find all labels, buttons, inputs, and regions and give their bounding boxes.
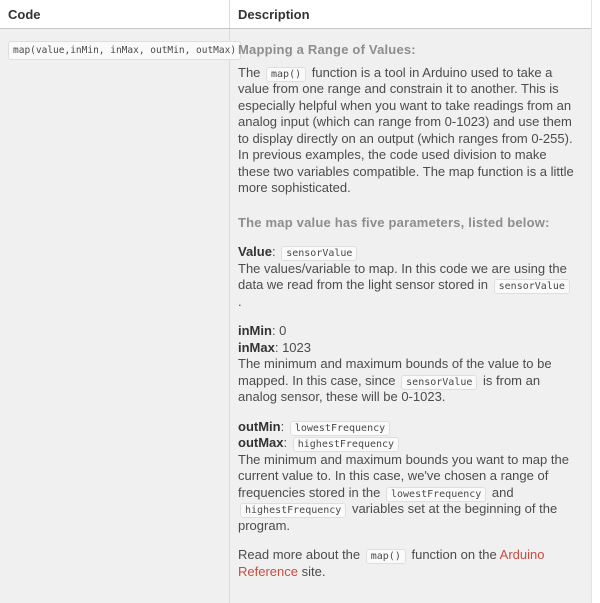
code-snippet: map(value,inMin, inMax, outMin, outMax) — [8, 41, 241, 60]
parameter-label: Value — [238, 244, 272, 259]
code-cell — [0, 29, 237, 603]
inline-code: sensorValue — [401, 375, 477, 390]
description-paragraph: Value: sensorValue The values/variable to map. In this code we are using the data we read from the light sensor stored in sensorValue . — [238, 244, 577, 310]
description-paragraph: outMin: lowestFrequency outMax: highestFrequency The minimum and maximum bounds you want to map the current value to. In this case, we've chosen a range of frequencies stored in the lowestFrequency and highestFrequency variables set at the beginning of the program. — [238, 418, 569, 533]
table-body-row — [0, 29, 591, 603]
description-paragraph: Read more about the map() function on the Arduino Reference site. — [238, 547, 545, 579]
description-paragraph: inMin: 0 inMax: 1023 The minimum and maximum bounds of the value to be mapped. In this case, since sensorValue is from an analog sensor, these will be 0-1023. — [238, 323, 552, 404]
inline-code: sensorValue — [494, 279, 570, 294]
description-cell — [230, 29, 591, 603]
column-header-description: Description — [238, 7, 310, 22]
parameter-label: inMin — [238, 323, 272, 338]
arduino-reference-link[interactable]: Arduino Reference — [238, 547, 545, 579]
column-header-code: Code — [0, 0, 230, 28]
section-heading: The map value has five parameters, listed below: — [238, 214, 550, 230]
inline-code: map() — [266, 67, 306, 82]
inline-code: highestFrequency — [293, 437, 399, 452]
description-paragraph: The map() function is a tool in Arduino used to take a value from one range and constrain it to another. This is especially helpful when you want to take readings from an analog input (which can range from 0-1023) and use them to display directly on an output (which ranges from 0-255). In previous examples, the code used division to make these two variables compatible. The map function is a little more sophisticated. — [238, 64, 574, 195]
section-heading: Mapping a Range of Values: — [238, 42, 416, 57]
parameter-label: inMax — [238, 339, 275, 355]
inline-code: lowestFrequency — [290, 421, 390, 436]
inline-code: lowestFrequency — [386, 487, 486, 502]
parameter-label: outMin — [238, 418, 281, 434]
parameter-label: outMax — [238, 435, 284, 450]
inline-code: highestFrequency — [240, 503, 346, 518]
table-header-row — [0, 0, 591, 29]
inline-code: sensorValue — [281, 246, 357, 261]
inline-code: map() — [366, 549, 406, 564]
